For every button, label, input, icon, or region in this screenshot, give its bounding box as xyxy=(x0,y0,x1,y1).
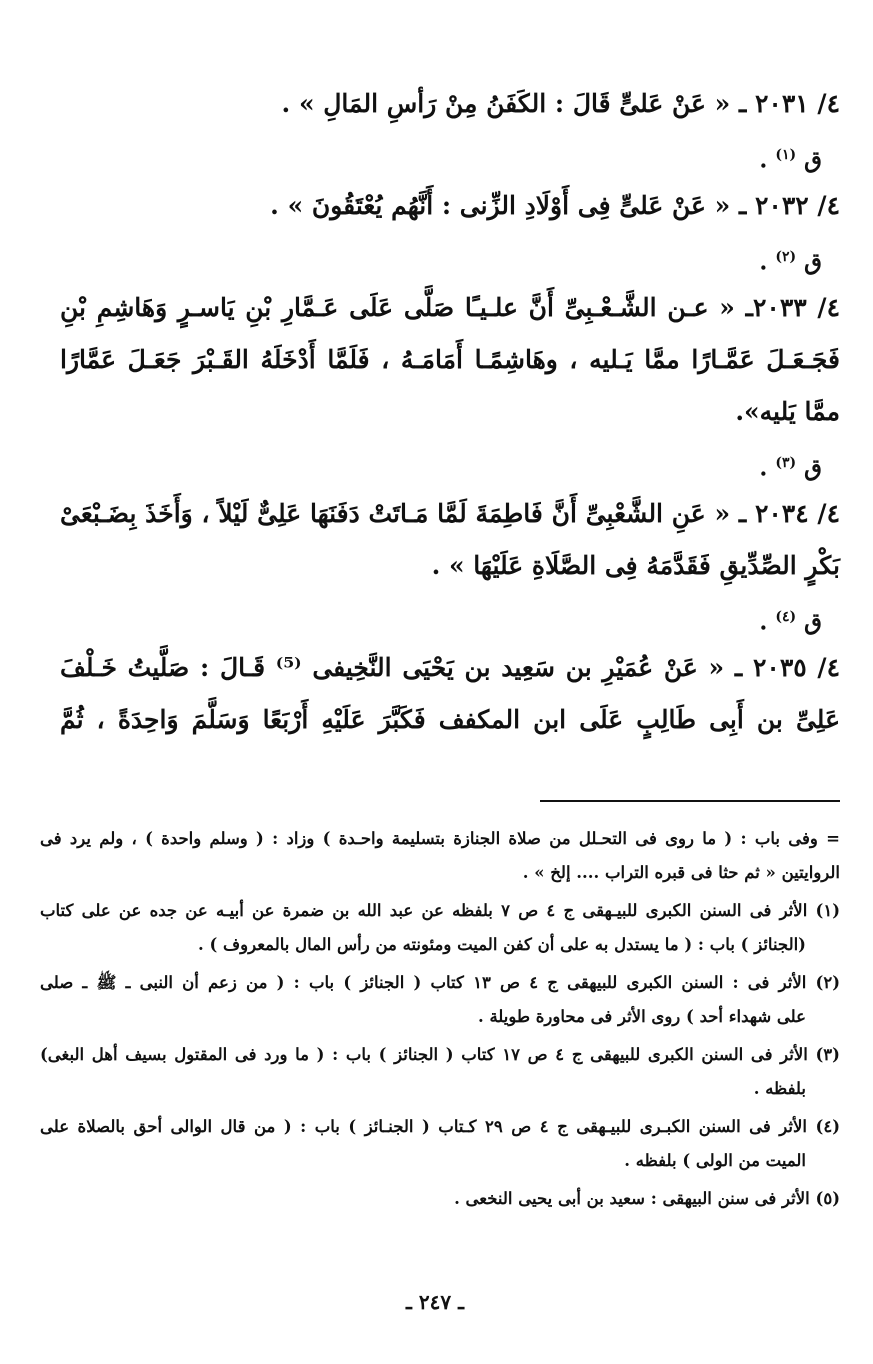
footnote-2 xyxy=(40,966,840,1034)
footnote-line: (٤) الأثر فى السنن الكبـرى للبيـهقى ج ٤ ص ٢٩ كـتاب ( الجنـائز ) باب : ( من قال الوالى أحق بالصلاة على xyxy=(40,1117,840,1136)
footnote-line: الميت من الولى ) بلفظه . xyxy=(624,1151,806,1170)
entry-2033-source: ق $^{(٣)}$ . xyxy=(759,454,822,482)
footnotes xyxy=(40,822,840,1220)
footnote-line: على شهداء أحد ) روى الأثر فى محاورة طويلة . xyxy=(477,1007,806,1026)
entry-2032-line-1: ٤/ ٢٠٣٢ ـ « عَنْ عَلىٍّ فِى أَوْلَادِ الزِّنى : أَنَّهُم يُعْتَقُونَ » . xyxy=(270,191,840,220)
page-number: ـ ٢٤٧ ـ xyxy=(406,1290,464,1314)
footnote-line: الروايتين « ثم حثا فى قبره التراب .... إلخ » . xyxy=(522,863,840,882)
document-page xyxy=(30,0,840,1364)
footnote-4 xyxy=(40,1110,840,1178)
entry-2035-line-1: ٤/ ٢٠٣٥ ـ « عَنْ عُمَيْرِ بن سَعِيد بن يَحْيَى النَّخِيفى ⁽⁵⁾ قَـالَ : صَلَّيتُ خَـلْفَ xyxy=(60,653,840,682)
footnote-ref-3[interactable]: (٣) xyxy=(775,455,797,471)
footnote-continuation xyxy=(40,822,840,890)
entry-2034-source: ق $^{(٤)}$ . xyxy=(759,608,822,636)
footnote-line: (١) الأثر فى السنن الكبرى للبيـهقى ج ٤ ص ٧ بلفظه عن عبد الله بن ضمرة عن أبيـه عن جده عن على كتاب xyxy=(40,901,840,920)
footnote-ref-1[interactable]: (١) xyxy=(775,147,797,163)
entry-2032-source: ق $^{(٢)}$ . xyxy=(759,248,822,276)
footnote-ref-4[interactable]: (٤) xyxy=(775,609,797,625)
entry-2035-line-2: عَلِىِّ بن أَبِى طَالِبٍ عَلَى ابن المكفف فَكَبَّرَ عَلَيْهِ أَرْبَعًا وَسَلَّمَ وَاحِدَةً ، ثُمَّ xyxy=(60,705,840,734)
entry-2034-line-2: بَكْرٍ الصِّدِّيقِ فَقَدَّمَهُ فِى الصَّلَاةِ عَلَيْهَا » . xyxy=(431,551,840,580)
footnote-line: (٣) الأثر فى السنن الكبرى للبيهقى ج ٤ ص ١٧ كتاب ( الجنائز ) باب : ( ما ورد فى المقتول بسيف أهل البغى) xyxy=(40,1045,840,1064)
entry-2033-line-1: ٤/ ٢٠٣٣ـ « عـن الشَّـعْـبِىِّ أَنَّ علـيـًا صَلَّى عَلَى عَـمَّارِ بْنِ يَاسـرٍ وَهَاشِمِ بْنِ xyxy=(60,293,840,322)
footnote-line: (٢) الأثر فى : السنن الكبرى للبيهقى ج ٤ ص ١٣ كتاب ( الجنائز ) باب : ( من زعم أن النبى ـ ﷺ ـ صلى xyxy=(40,973,840,992)
main-text xyxy=(60,78,840,746)
footnote-5 xyxy=(40,1182,840,1216)
entry-2033-line-3: ممَّا يَليه». xyxy=(735,397,840,426)
footnote-ref-2[interactable]: (٢) xyxy=(775,249,797,265)
entry-2034-line-1: ٤/ ٢٠٣٤ ـ « عَنِ الشَّعْبِىِّ أَنَّ فَاطِمَةَ لَمَّا مَـاتَتْ دَفَنَهَا عَلِىٌّ لَيْلاً ، وَأَخَذَ بِضَـبْعَىْ xyxy=(60,499,840,528)
footnote-line: (٥) الأثر فى سنن البيهقى : سعيد بن أبى يحيى النخعى . xyxy=(454,1189,840,1208)
entry-2031-source: ق $^{(١)}$ . xyxy=(759,146,822,174)
footnote-separator xyxy=(540,800,840,802)
footnote-1 xyxy=(40,894,840,962)
footnote-3 xyxy=(40,1038,840,1106)
entry-2031-line-1: ٤/ ٢٠٣١ ـ « عَنْ عَلىٍّ قَالَ : الكَفَنُ مِنْ رَأسِ المَالِ » . xyxy=(281,89,840,118)
footnote-line: = وفى باب : ( ما روى فى التحـلل من صلاة الجنازة بتسليمة واحـدة ) وزاد : ( وسلم واحدة ) ، ولم يرد فى xyxy=(40,829,840,848)
footnote-line: بلفظه . xyxy=(753,1079,806,1098)
entry-2033-line-2: فَجَـعَـلَ عَمَّـارًا ممَّا يَـليه ، وهَاشِمًـا أَمَامَـهُ ، فَلَمَّا أَدْخَلَهُ القَـبْرَ جَعَـلَ عَمَّارًا xyxy=(60,345,840,374)
footnote-line: (الجنائز ) باب : ( ما يستدل به على أن كفن الميت ومئونته من رأس المال بالمعروف ) . xyxy=(198,935,806,954)
